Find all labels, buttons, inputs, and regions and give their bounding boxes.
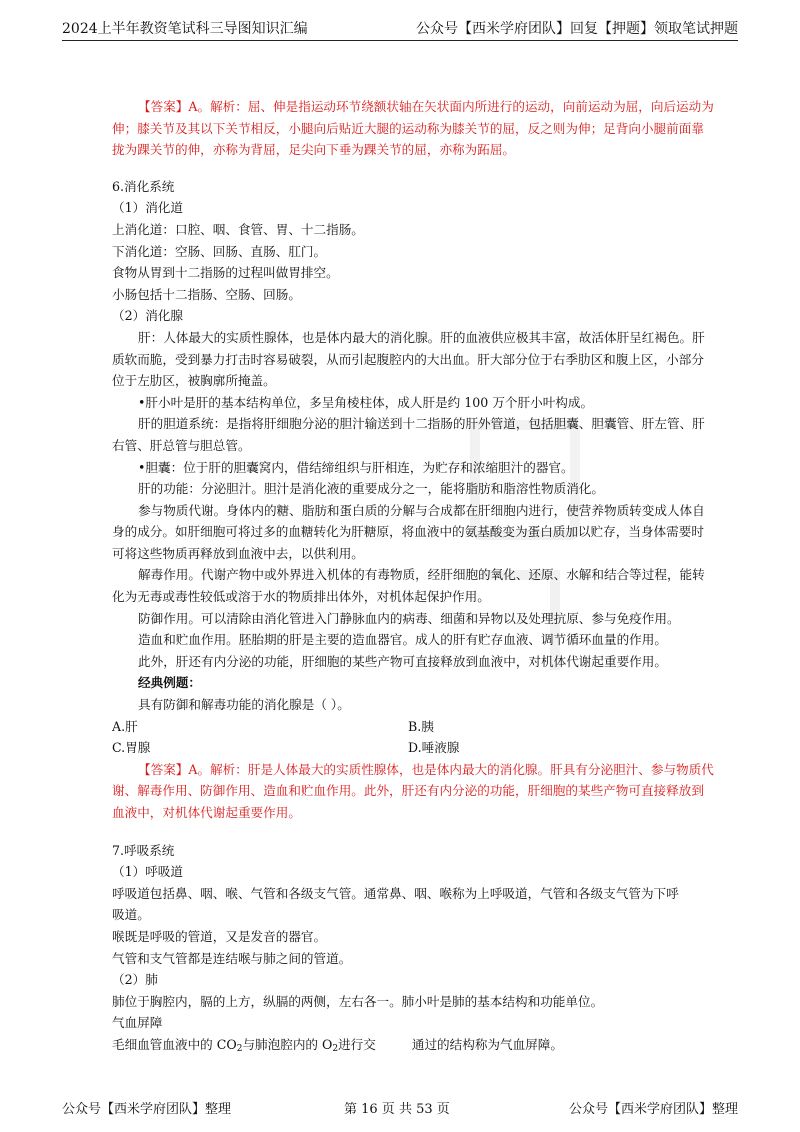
subheading-digestive-tract: （1）消化道: [112, 200, 183, 216]
text-line: 食物从胃到十二指肠的过程叫做胃排空。: [112, 265, 339, 281]
defense-line: 防御作用。可以清除由消化管进入门静脉血内的病毒、细菌和异物以及处理抗原、参与免疫作用。: [138, 610, 680, 626]
example-answer: 血液中，对机体代谢起重要作用。: [112, 805, 301, 820]
endocrine-line: 此外，肝还有内分泌的功能，肝细胞的某些产物可直接释放到血液中，对机体代谢起重要作用。: [138, 653, 667, 669]
metabolism-paragraph: 身的成分。如肝细胞可将过多的血糖转化为肝糖原，将血液中的氨基酸变为蛋白质加以贮存，当身体需要时: [112, 524, 704, 540]
example-answer: 谢、解毒作用、防御作用、造血和贮血作用。此外，肝还有内分泌的功能，肝细胞的某些产物可直接释放到: [112, 783, 704, 799]
biliary-paragraph: 右管、肝总管与胆总管。: [112, 437, 251, 453]
section-heading-respiratory: 7.呼吸系统: [112, 842, 175, 858]
header-promo: 公众号【西米学府团队】回复【押题】领取笔试押题: [416, 21, 738, 37]
subheading-airway: （1）呼吸道: [112, 864, 183, 880]
liver-paragraph: 质软而脆，受到暴力打击时容易破裂，从而引起腹腔内的大出血。肝大部分位于右季肋区和腹上区，小部分: [112, 351, 704, 367]
option-c: C.胃腺: [112, 740, 151, 756]
subheading-lung: （2）肺: [112, 972, 158, 988]
metabolism-paragraph: 参与物质代谢。身体内的糖、脂肪和蛋白质的分解与合成都在肝细胞内进行，使营养物质转变成人体自: [138, 502, 705, 518]
footer-credit-left: 公众号【西米学府团队】整理: [62, 1102, 232, 1117]
hematopoiesis-line: 造血和贮血作用。胚胎期的肝是主要的造血器官。成人的肝有贮存血液、调节循环血量的作用。: [138, 632, 667, 648]
liver-function-line: 肝的功能：分泌胆汁。胆汁是消化液的重要成分之一，能将脂肪和脂溶性物质消化。: [138, 481, 604, 497]
text-line: 上消化道：口腔、咽、食管、胃、十二指肠。: [112, 221, 364, 237]
bullet-liver-lobule: •肝小叶是肝的基本结构单位，多呈角棱柱体，成人肝是约 100 万个肝小叶构成。: [138, 394, 594, 410]
liver-paragraph: 肝：人体最大的实质性腺体，也是体内最大的消化腺。肝的血液供应极其丰富，故活体肝呈红褐色。肝: [138, 329, 705, 345]
answer-paragraph: 【答案】A。解析：屈、伸是指运动环节绕额状轴在矢状面内所进行的运动，向前运动为屈，向后运动为: [138, 99, 714, 114]
options-row: [112, 716, 716, 738]
text-line: 喉既是呼吸的管道，又是发音的器官。: [112, 928, 327, 944]
page-number: 第 16 页 共 53 页: [344, 1102, 450, 1117]
answer-paragraph: 伸；膝关节及其以下关节相反，小腿向后贴近大腿的运动称为膝关节的屈，反之则为伸；足背向小腿前面靠: [112, 120, 704, 136]
example-heading: 经典例题：: [138, 675, 201, 691]
example-question: 具有防御和解毒功能的消化腺是（ ）。: [138, 697, 350, 713]
section-heading-digestive: 6.消化系统: [112, 178, 175, 194]
option-b: B.胰: [408, 718, 434, 734]
biliary-paragraph: 肝的胆道系统：是指将肝细胞分泌的胆汁输送到十二指肠的肝外管道，包括胆囊、胆囊管、肝左管、肝: [138, 416, 705, 432]
subheading-digestive-gland: （2）消化腺: [112, 308, 183, 324]
text-line: 气管和支气管都是连结喉与肺之间的管道。: [112, 950, 352, 966]
metabolism-paragraph: 可将这些物质再释放到血液中去，以供利用。: [112, 545, 364, 561]
text-line: 下消化道：空肠、回肠、直肠、肛门。: [112, 243, 327, 259]
airway-paragraph: 呼吸道包括鼻、咽、喉、气管和各级支气管。通常鼻、咽、喉称为上呼吸道，气管和各级支气管为下呼: [112, 885, 679, 901]
page-header: [62, 0, 738, 41]
airway-paragraph: 吸道。: [112, 907, 150, 923]
option-d: D.唾液腺: [408, 740, 460, 756]
blood-air-barrier-line: 毛细血管血液中的 $CO_2$与肺泡腔内的 $O_2$进行交 通过的结构称为气血屏障。: [112, 1036, 563, 1054]
text-line: 肺位于胸腔内，膈的上方，纵膈的两侧，左右各一。肺小叶是肺的基本结构和功能单位。: [112, 993, 604, 1009]
example-answer: 【答案】A。解析：肝是人体最大的实质性腺体，也是体内最大的消化腺。肝具有分泌胆汁、参与物质代: [138, 761, 714, 777]
text-line: 气血屏障: [112, 1015, 163, 1031]
answer-paragraph: 拢为踝关节的伸，亦称为背屈，足尖向下垂为踝关节的屈，亦称为跖屈。: [112, 142, 515, 158]
liver-paragraph: 位于左肋区，被胸廓所掩盖。: [112, 373, 276, 389]
detox-paragraph: 化为无毒或毒性较低或溶于水的物质排出体外，对机体起保护作用。: [112, 589, 490, 605]
text-line: 小肠包括十二指肠、空肠、回肠。: [112, 286, 301, 302]
detox-paragraph: 解毒作用。代谢产物中或外界进入机体的有毒物质，经肝细胞的氧化、还原、水解和结合等过程，能转: [138, 567, 705, 583]
header-title: 2024上半年教资笔试科三导图知识汇编: [62, 21, 308, 37]
bullet-gallbladder: •胆囊：位于肝的胆囊窝内，借结缔组织与肝相连，为贮存和浓缩胆汁的器官。: [138, 459, 574, 475]
options-row: [112, 737, 716, 759]
option-a: A.肝: [112, 718, 138, 734]
document-body: [112, 96, 716, 1056]
footer-credit-right: 公众号【西米学府团队】整理: [568, 1102, 738, 1117]
